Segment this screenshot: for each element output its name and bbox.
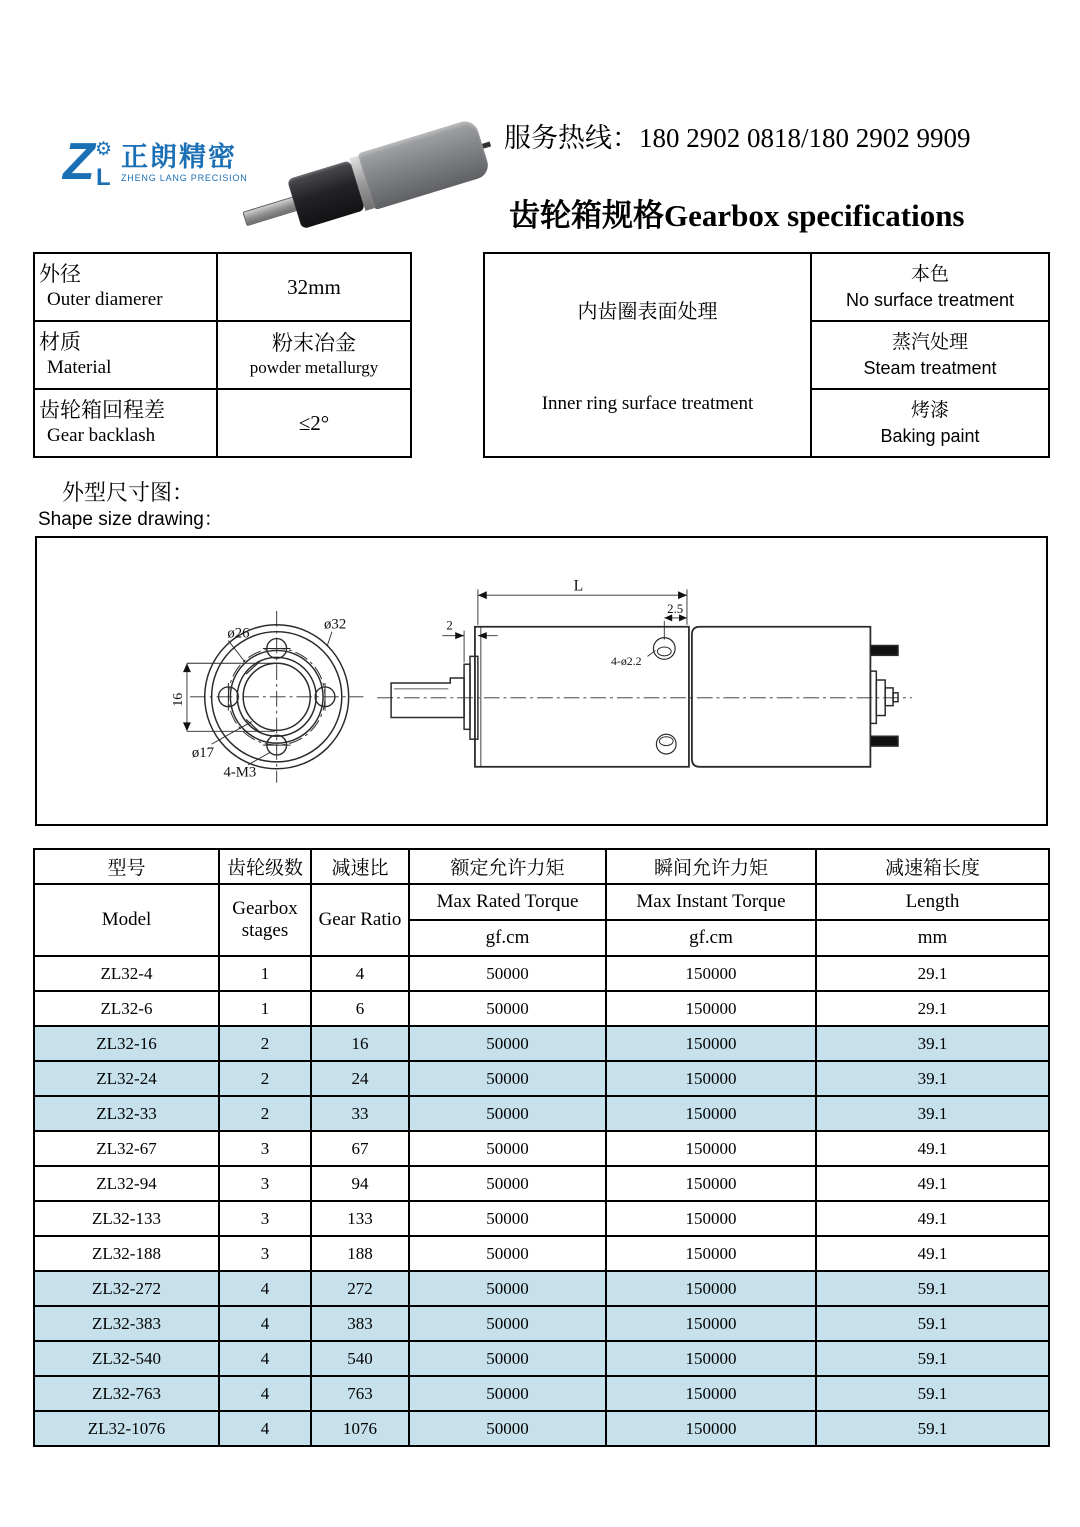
cell-rated: 50000 [409, 1411, 606, 1446]
spec-table-body [34, 956, 1049, 1446]
cell-ratio: 272 [311, 1271, 409, 1306]
cell-rated: 50000 [409, 1061, 606, 1096]
cell-instant: 150000 [606, 991, 816, 1026]
cell-stages: 3 [219, 1166, 311, 1201]
company-logo [63, 133, 248, 200]
col-header-length-unit: mm [816, 920, 1049, 956]
cell-instant: 150000 [606, 1166, 816, 1201]
cell-length: 49.1 [816, 1131, 1049, 1166]
table-row [34, 253, 411, 321]
cell-length: 49.1 [816, 1166, 1049, 1201]
cell-stages: 1 [219, 956, 311, 991]
cell-model: ZL32-1076 [34, 1411, 219, 1446]
cell-length: 29.1 [816, 956, 1049, 991]
spec-label-material: 材质 Material [34, 321, 217, 389]
spec-row-ZL32-67 [34, 1131, 1049, 1166]
cell-rated: 50000 [409, 1026, 606, 1061]
cell-stages: 4 [219, 1306, 311, 1341]
col-header-stages-zh: 齿轮级数 [219, 849, 311, 884]
company-name-en: ZHENG LANG PRECISION [121, 173, 248, 183]
table-row [484, 253, 1049, 321]
dim-label-d17: ø17 [191, 744, 215, 761]
col-header-model-en: Model [34, 884, 219, 956]
col-header-instant-en: Max Instant Torque [606, 884, 816, 920]
photo-shaft [242, 196, 298, 226]
cell-model: ZL32-383 [34, 1306, 219, 1341]
logo-text [121, 142, 248, 184]
table-row [34, 849, 1049, 884]
cell-length: 49.1 [816, 1236, 1049, 1271]
cell-model: ZL32-763 [34, 1376, 219, 1411]
cell-length: 59.1 [816, 1271, 1049, 1306]
cell-stages: 3 [219, 1236, 311, 1271]
spec-row-ZL32-94 [34, 1166, 1049, 1201]
cell-length: 59.1 [816, 1376, 1049, 1411]
surface-option-steam: 蒸汽处理 Steam treatment [811, 321, 1049, 389]
cell-stages: 2 [219, 1061, 311, 1096]
surface-treatment-label: 内齿圈表面处理 Inner ring surface treatment [484, 253, 811, 457]
surface-option-baking-paint: 烤漆 Baking paint [811, 389, 1049, 457]
cell-length: 39.1 [816, 1061, 1049, 1096]
col-header-instant-zh: 瞬间允许力矩 [606, 849, 816, 884]
cell-model: ZL32-16 [34, 1026, 219, 1061]
cell-ratio: 24 [311, 1061, 409, 1096]
photo-motor-body [357, 118, 491, 210]
spec-value-outer-diameter: 32mm [217, 253, 411, 321]
cell-instant: 150000 [606, 1236, 816, 1271]
model-table-header [34, 849, 1049, 956]
logo-letter-l: L [96, 164, 111, 191]
cell-model: ZL32-540 [34, 1341, 219, 1376]
col-header-ratio-zh: 减速比 [311, 849, 409, 884]
cell-stages: 2 [219, 1096, 311, 1131]
cell-model: ZL32-133 [34, 1201, 219, 1236]
col-header-rated-unit: gf.cm [409, 920, 606, 956]
cell-stages: 4 [219, 1341, 311, 1376]
cell-model: ZL32-4 [34, 956, 219, 991]
cell-instant: 150000 [606, 1061, 816, 1096]
col-header-rated-en: Max Rated Torque [409, 884, 606, 920]
cell-length: 59.1 [816, 1341, 1049, 1376]
cell-stages: 2 [219, 1026, 311, 1061]
spec-row-ZL32-6 [34, 991, 1049, 1026]
cell-rated: 50000 [409, 991, 606, 1026]
cell-stages: 4 [219, 1271, 311, 1306]
cell-rated: 50000 [409, 1376, 606, 1411]
spec-value-material: 粉末冶金 powder metallurgy [217, 321, 411, 389]
cell-model: ZL32-6 [34, 991, 219, 1026]
cell-ratio: 133 [311, 1201, 409, 1236]
spec-row-ZL32-24 [34, 1061, 1049, 1096]
product-photo [233, 118, 453, 223]
spec-row-ZL32-33 [34, 1096, 1049, 1131]
shape-size-drawing [35, 536, 1048, 826]
basic-spec-table [33, 252, 412, 458]
cell-ratio: 16 [311, 1026, 409, 1061]
col-header-rated-zh: 额定允许力矩 [409, 849, 606, 884]
model-spec-table [33, 848, 1050, 1447]
cell-instant: 150000 [606, 1096, 816, 1131]
cell-stages: 1 [219, 991, 311, 1026]
dim-label-d26: ø26 [227, 625, 250, 642]
page-title: 齿轮箱规格Gearbox specifications [509, 198, 965, 233]
spec-row-ZL32-4 [34, 956, 1049, 991]
dim-label-4m3: 4-M3 [223, 764, 257, 781]
spec-value-backlash: ≤2° [217, 389, 411, 457]
cell-length: 59.1 [816, 1306, 1049, 1341]
cell-rated: 50000 [409, 1271, 606, 1306]
dim-label-d32: ø32 [324, 616, 347, 633]
table-row [34, 321, 411, 389]
spec-row-ZL32-272 [34, 1271, 1049, 1306]
col-header-instant-unit: gf.cm [606, 920, 816, 956]
cell-length: 39.1 [816, 1096, 1049, 1131]
surface-option-natural: 本色 No surface treatment [811, 253, 1049, 321]
dim-label-2-5: 2.5 [667, 601, 684, 616]
cell-model: ZL32-272 [34, 1271, 219, 1306]
logo-monogram [63, 133, 115, 192]
spec-label-outer-diameter: 外径 Outer diamerer [34, 253, 217, 321]
cell-length: 29.1 [816, 991, 1049, 1026]
cell-instant: 150000 [606, 956, 816, 991]
cell-instant: 150000 [606, 1271, 816, 1306]
cell-ratio: 1076 [311, 1411, 409, 1446]
cell-rated: 50000 [409, 1166, 606, 1201]
cell-ratio: 4 [311, 956, 409, 991]
dim-label-hole: 4-ø2.2 [611, 654, 642, 669]
spec-row-ZL32-763 [34, 1376, 1049, 1411]
cell-instant: 150000 [606, 1306, 816, 1341]
cell-instant: 150000 [606, 1341, 816, 1376]
col-header-stages-en: Gearbox stages [219, 884, 311, 956]
cell-model: ZL32-188 [34, 1236, 219, 1271]
cell-model: ZL32-33 [34, 1096, 219, 1131]
spec-row-ZL32-133 [34, 1201, 1049, 1236]
col-header-ratio-en: Gear Ratio [311, 884, 409, 956]
cell-ratio: 33 [311, 1096, 409, 1131]
cell-ratio: 94 [311, 1166, 409, 1201]
cell-rated: 50000 [409, 1236, 606, 1271]
spec-label-backlash: 齿轮箱回程差 Gear backlash [34, 389, 217, 457]
col-header-model-zh: 型号 [34, 849, 219, 884]
cell-length: 59.1 [816, 1411, 1049, 1446]
cell-ratio: 67 [311, 1131, 409, 1166]
cell-instant: 150000 [606, 1376, 816, 1411]
cell-stages: 3 [219, 1131, 311, 1166]
cell-ratio: 383 [311, 1306, 409, 1341]
company-name-zh: 正朗精密 [121, 142, 237, 172]
dim-label-16: 16 [170, 692, 186, 707]
spec-row-ZL32-383 [34, 1306, 1049, 1341]
cell-ratio: 188 [311, 1236, 409, 1271]
cell-rated: 50000 [409, 1341, 606, 1376]
cell-model: ZL32-67 [34, 1131, 219, 1166]
dim-label-L: L [573, 577, 584, 595]
col-header-length-zh: 减速箱长度 [816, 849, 1049, 884]
cell-ratio: 763 [311, 1376, 409, 1411]
cell-rated: 50000 [409, 956, 606, 991]
cell-rated: 50000 [409, 1201, 606, 1236]
cell-model: ZL32-24 [34, 1061, 219, 1096]
spec-row-ZL32-16 [34, 1026, 1049, 1061]
drawing-title-en: Shape size drawing： [38, 509, 223, 530]
cell-instant: 150000 [606, 1411, 816, 1446]
drawing-title-zh: 外型尺寸图： [62, 480, 195, 505]
cell-rated: 50000 [409, 1096, 606, 1131]
cell-stages: 4 [219, 1376, 311, 1411]
cell-length: 49.1 [816, 1201, 1049, 1236]
logo-letter-z: Z [63, 133, 95, 191]
cell-stages: 3 [219, 1201, 311, 1236]
photo-rear-pin [482, 142, 491, 149]
cell-stages: 4 [219, 1411, 311, 1446]
surface-treatment-table [483, 252, 1050, 458]
table-row [34, 389, 411, 457]
cell-rated: 50000 [409, 1131, 606, 1166]
cell-model: ZL32-94 [34, 1166, 219, 1201]
cell-ratio: 540 [311, 1341, 409, 1376]
spec-row-ZL32-188 [34, 1236, 1049, 1271]
cell-instant: 150000 [606, 1201, 816, 1236]
cell-ratio: 6 [311, 991, 409, 1026]
logo-gear-icon: ⚙ [95, 139, 113, 160]
dim-label-2: 2 [446, 618, 453, 633]
col-header-length-en: Length [816, 884, 1049, 920]
table-row [34, 884, 1049, 920]
cell-rated: 50000 [409, 1306, 606, 1341]
gearmotor-image [236, 116, 499, 248]
cell-length: 39.1 [816, 1026, 1049, 1061]
spec-row-ZL32-1076 [34, 1411, 1049, 1446]
dimension-drawing-svg [37, 538, 1046, 824]
service-hotline: 服务热线：180 2902 0818/180 2902 9909 [504, 123, 971, 153]
cell-instant: 150000 [606, 1026, 816, 1061]
cell-instant: 150000 [606, 1131, 816, 1166]
spec-row-ZL32-540 [34, 1341, 1049, 1376]
